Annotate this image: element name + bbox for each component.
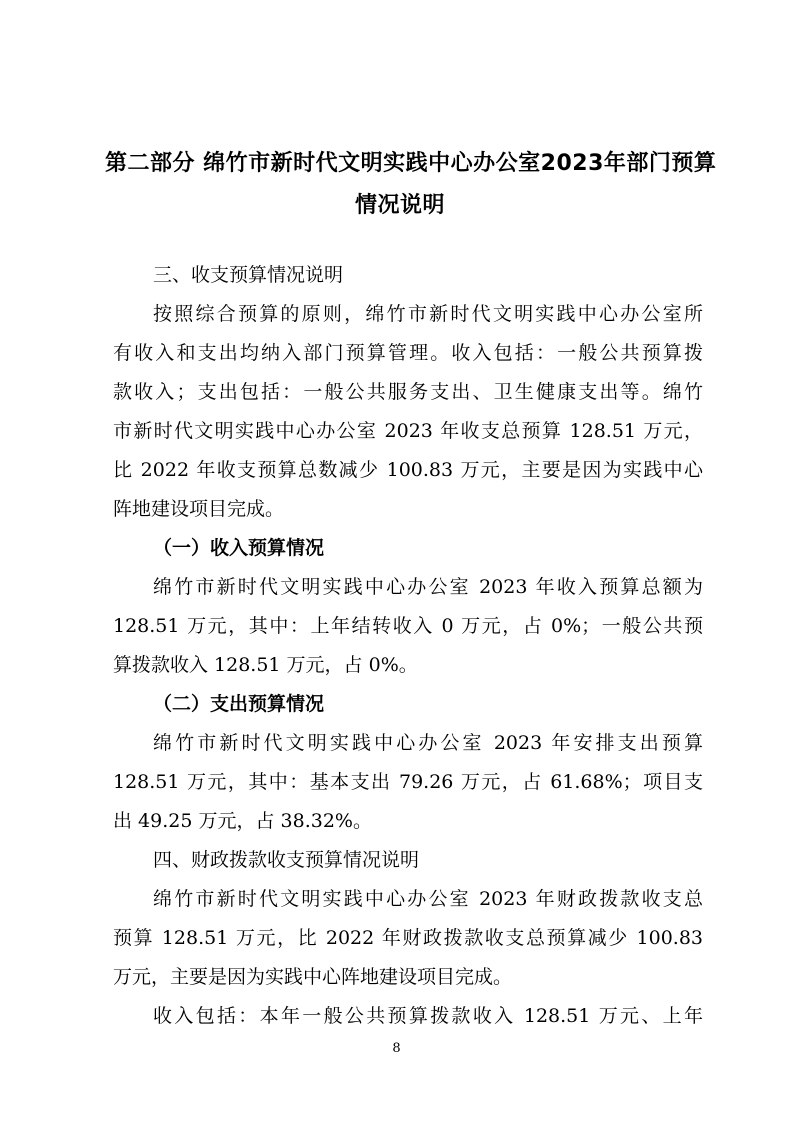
text-line: 128.51 万元，其中：上年结转收入 0 万元，占 0%；一般公共预 [113, 615, 703, 637]
paragraph-expenditure [113, 724, 703, 841]
subsection-heading-income: （一）收入预算情况 [153, 537, 325, 559]
paragraph-income-items [113, 997, 703, 1036]
text-line: 128.51 万元，其中：基本支出 79.26 万元，占 61.68%；项目支 [113, 771, 703, 793]
section-heading-3: 三、收支预算情况说明 [153, 264, 344, 286]
text-line: 按照综合预算的原则，绵竹市新时代文明实践中心办公室所 [153, 303, 703, 325]
text-line: 款收入；支出包括：一般公共服务支出、卫生健康支出等。绵竹 [113, 381, 703, 403]
text-line: 比 2022 年收支预算总数减少 100.83 万元，主要是因为实践中心 [113, 459, 703, 481]
paragraph-income [113, 568, 703, 685]
text-line: 收入包括：本年一般公共预算拨款收入 128.51 万元、上年 [153, 1005, 703, 1027]
section-heading-4: 四、财政拨款收支预算情况说明 [153, 849, 420, 871]
text-line: 出 49.25 万元，占 38.32%。 [113, 810, 372, 832]
document-title [105, 143, 717, 227]
text-line: 阵地建设项目完成。 [113, 498, 285, 520]
paragraph-budget-overview [113, 295, 703, 529]
text-line: 绵竹市新时代文明实践中心办公室 2023 年收入预算总额为 [153, 576, 703, 598]
text-line: 算拨款收入 128.51 万元，占 0%。 [113, 654, 418, 676]
title-line-1: 第二部分 绵竹市新时代文明实践中心办公室2023年部门预算 [105, 151, 717, 176]
text-line: 有收入和支出均纳入部门预算管理。收入包括：一般公共预算拨 [113, 342, 703, 364]
text-line: 绵竹市新时代文明实践中心办公室 2023 年财政拨款收支总 [153, 888, 703, 910]
paragraph-fiscal-appropriation [113, 880, 703, 997]
text-line: 万元，主要是因为实践中心阵地建设项目完成。 [113, 966, 513, 988]
title-line-2: 情况说明 [354, 193, 445, 218]
text-line: 预算 128.51 万元，比 2022 年财政拨款收支总预算减少 100.83 [113, 927, 703, 949]
text-line: 市新时代文明实践中心办公室 2023 年收支总预算 128.51 万元， [113, 420, 703, 442]
page-number: 8 [392, 1041, 401, 1056]
document-body [113, 256, 703, 1036]
text-line: 绵竹市新时代文明实践中心办公室 2023 年安排支出预算 [153, 732, 703, 754]
subsection-heading-expenditure: （二）支出预算情况 [153, 693, 325, 715]
